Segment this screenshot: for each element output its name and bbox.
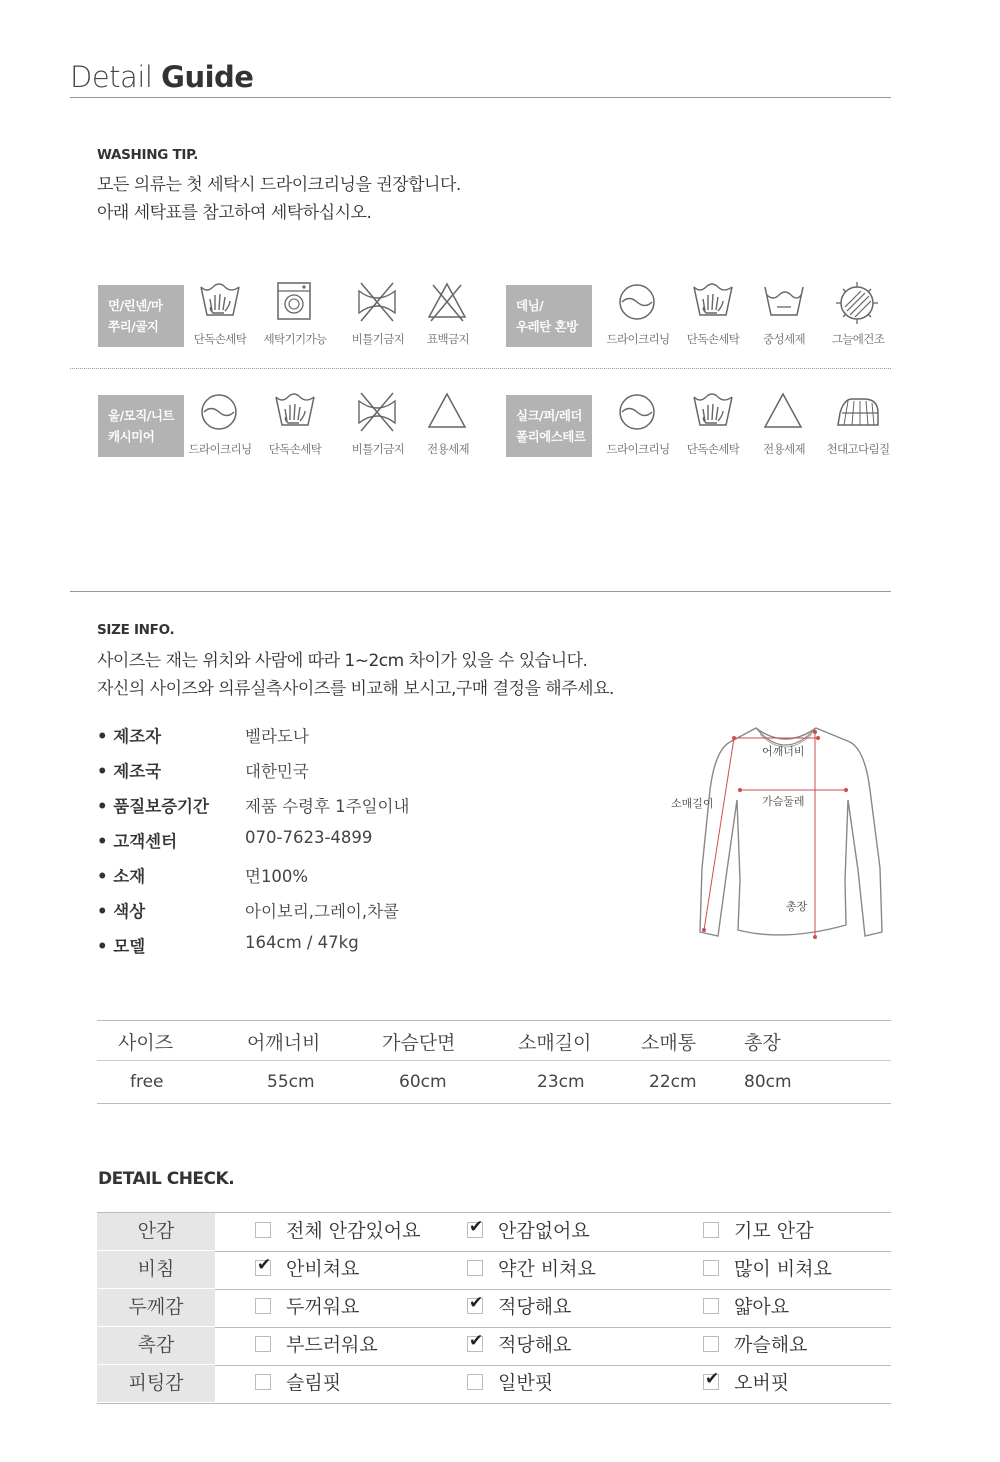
wash-label: 세탁기기가능 [263,332,327,346]
checkmark-icon: ✔ [257,1255,272,1275]
wash-item [601,281,675,347]
table-mid-rule [97,1060,891,1061]
page-title [70,60,253,94]
spec-key: • 모델 [97,937,146,956]
wash-item [183,281,257,347]
wash-item [747,391,821,457]
table-cell: 23cm [537,1072,585,1092]
no-bleach-icon [425,281,471,325]
checkmark-icon: ✔ [705,1369,720,1389]
check-option-label: 적당해요 [498,1296,572,1318]
category-line: 캐시미어 [108,429,155,444]
table-cell: 55cm [267,1072,315,1092]
spec-value: 벨라도나 [245,727,309,746]
wash-item [258,281,332,347]
category-line: 면/린넨/마 [108,298,163,313]
hand-wash-icon [690,281,736,325]
unchecked-box-icon [255,1298,271,1314]
table-cell: 80cm [744,1072,792,1092]
wash-item [821,391,895,457]
check-row [97,1213,891,1252]
unchecked-box-icon [703,1222,719,1238]
wash-label: 단독손세탁 [268,442,322,456]
dotted-divider [70,368,891,369]
title-light: Detail [70,60,162,94]
shade-dry-icon [835,281,881,325]
check-row-head: 두께감 [97,1289,215,1326]
size-intro-line: 사이즈는 재는 위치와 사람에 따라 1~2cm 차이가 있을 수 있습니다. [97,651,588,671]
checked-box-icon [467,1293,484,1314]
neutral-detergent-icon [761,281,807,325]
category-line: 폴리에스테르 [516,429,586,444]
washing-tip-label: WASHING TIP. [97,147,199,163]
dry-clean-icon [197,391,243,435]
wash-label: 천대고다림질 [826,442,890,456]
checkmark-icon: ✔ [469,1217,484,1237]
fabric-category-silk [506,395,592,457]
check-option-label: 슬림핏 [286,1372,342,1394]
wash-label: 중성세제 [762,332,806,346]
table-top-rule [97,1020,891,1021]
wash-label: 비틀기금지 [351,332,405,346]
spec-value: 070-7623-4899 [245,828,373,847]
category-line: 데님/ [516,298,544,313]
dry-clean-icon [615,391,661,435]
size-info-label: SIZE INFO. [97,622,175,638]
check-option-label: 적당해요 [498,1334,572,1356]
table-header: 소매길이 [518,1032,592,1054]
table-cell: free [130,1072,164,1092]
check-row [97,1327,891,1366]
unchecked-box-icon [467,1260,483,1276]
check-option-label: 일반핏 [498,1372,554,1394]
category-line: 울/모직/니트 [108,408,175,423]
wash-label: 전용세제 [762,442,806,456]
check-option-label: 많이 비쳐요 [734,1258,832,1280]
spec-key: • 고객센터 [97,832,178,851]
category-line: 쭈리/골지 [108,319,159,334]
size-intro [97,647,614,703]
spec-key: • 소재 [97,867,146,886]
wash-label: 드라이크리닝 [606,442,670,456]
title-bold: Guide [161,60,254,94]
check-row-head: 비침 [97,1251,215,1288]
table-header: 사이즈 [118,1032,174,1054]
wash-item [747,281,821,347]
wash-item [821,281,895,347]
table-cell: 22cm [649,1072,697,1092]
special-detergent-icon [761,391,807,435]
hand-wash-icon [272,391,318,435]
checked-box-icon [703,1369,720,1390]
wash-item [601,391,675,457]
spec-key: • 색상 [97,902,146,921]
unchecked-box-icon [255,1374,271,1390]
table-header: 어깨너비 [247,1032,321,1054]
unchecked-box-icon [255,1222,271,1238]
unchecked-box-icon [703,1260,719,1276]
unchecked-box-icon [703,1336,719,1352]
chest-label: 가슴둘레 [762,795,805,808]
category-line: 실크/퍼/레더 [516,408,583,423]
wash-label: 드라이크리닝 [188,442,252,456]
table-header: 소매통 [641,1032,697,1054]
wash-label: 단독손세탁 [686,332,740,346]
spec-value: 대한민국 [245,762,309,781]
wash-item [183,391,257,457]
iron-with-cloth-icon [834,391,882,435]
hand-wash-icon [690,391,736,435]
checked-box-icon [467,1331,484,1352]
check-option-label: 부드러워요 [286,1334,378,1356]
wash-item [676,391,750,457]
check-option-label: 약간 비쳐요 [498,1258,596,1280]
fabric-category-cotton [98,285,184,347]
check-row [97,1289,891,1328]
spec-value: 제품 수령후 1주일이내 [245,797,410,816]
wash-label: 단독손세탁 [193,332,247,346]
table-bottom-rule [97,1103,891,1104]
section-divider [70,591,891,592]
check-row [97,1365,891,1404]
special-detergent-icon [425,391,471,435]
hand-wash-icon [197,281,243,325]
checkmark-icon: ✔ [469,1293,484,1313]
check-option-label: 기모 안감 [734,1220,814,1242]
wash-item [341,281,415,347]
length-label: 총장 [786,900,808,913]
dry-clean-icon [615,281,661,325]
table-header: 총장 [744,1032,781,1054]
spec-value: 164cm / 47kg [245,933,359,952]
spec-value: 아이보리,그레이,차콜 [245,902,399,921]
shoulder-label: 어깨너비 [762,745,805,758]
unchecked-box-icon [467,1374,483,1390]
fabric-category-wool [98,395,184,457]
no-wring-icon [355,281,401,325]
check-option-label: 안감없어요 [498,1220,590,1242]
checked-box-icon [255,1255,272,1276]
category-line: 우레탄 혼방 [516,319,578,334]
check-row-head: 안감 [97,1213,215,1250]
unchecked-box-icon [255,1336,271,1352]
detail-check-label: DETAIL CHECK. [98,1169,235,1189]
table-header: 가슴단면 [382,1032,456,1054]
garment-measure-diagram [660,720,890,950]
wash-label: 단독손세탁 [686,442,740,456]
spec-key: • 제조자 [97,727,162,746]
spec-key: • 품질보증기간 [97,797,209,816]
checked-box-icon [467,1217,484,1238]
checkmark-icon: ✔ [469,1331,484,1351]
wash-label: 드라이크리닝 [606,332,670,346]
header-divider [70,97,891,98]
sleeve-label: 소매길이 [671,797,714,810]
wash-item [341,391,415,457]
check-option-label: 안비쳐요 [286,1258,360,1280]
check-option-label: 두꺼워요 [286,1296,360,1318]
washing-intro-line: 모든 의류는 첫 세탁시 드라이크리닝을 권장합니다. [97,175,461,195]
table-cell: 60cm [399,1072,447,1092]
wash-item [411,281,485,347]
fabric-category-denim [506,285,592,347]
check-row-head: 촉감 [97,1327,215,1364]
washing-intro [97,171,461,227]
check-row [97,1251,891,1290]
check-option-label: 얇아요 [734,1296,790,1318]
wash-item [411,391,485,457]
washing-machine-icon [272,281,318,325]
wash-label: 그늘에건조 [831,332,885,346]
wash-label: 표백금지 [426,332,470,346]
check-row-head: 피팅감 [97,1365,215,1402]
check-option-label: 까슬해요 [734,1334,808,1356]
no-wring-icon [355,391,401,435]
check-option-label: 오버핏 [734,1372,790,1394]
check-option-label: 전체 안감있어요 [286,1220,421,1242]
wash-label: 전용세제 [426,442,470,456]
unchecked-box-icon [703,1298,719,1314]
washing-intro-line: 아래 세탁표를 참고하여 세탁하십시오. [97,203,372,223]
wash-label: 비틀기금지 [351,442,405,456]
size-intro-line: 자신의 사이즈와 의류실측사이즈를 비교해 보시고,구매 결정을 해주세요. [97,679,614,699]
wash-item [676,281,750,347]
spec-key: • 제조국 [97,762,162,781]
wash-item [258,391,332,457]
spec-value: 면100% [245,867,309,886]
